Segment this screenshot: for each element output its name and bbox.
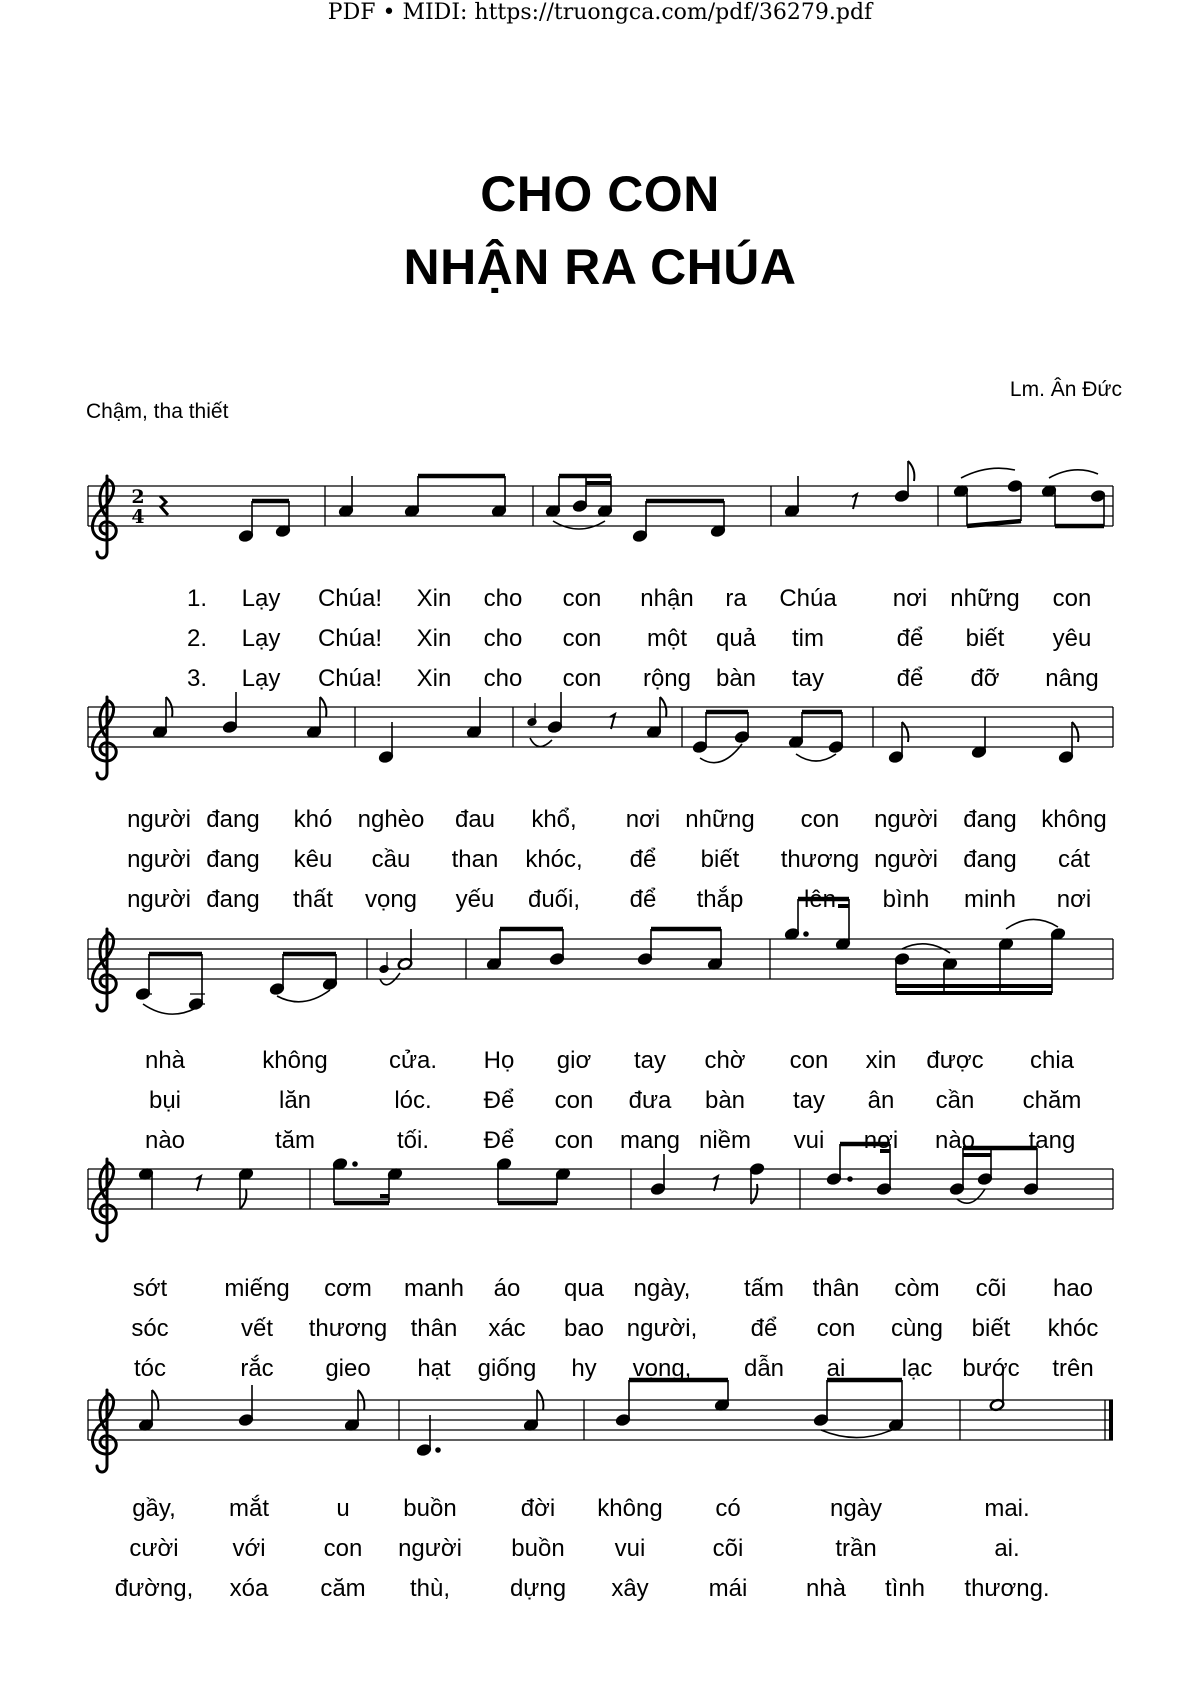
lyric-syllable: qua (563, 1275, 605, 1302)
lyric-syllable: người (398, 1535, 462, 1562)
lyric-syllable: xin (865, 1047, 897, 1074)
lyric-syllable: Lạy (241, 665, 281, 692)
lyric-syllable: để (750, 1315, 778, 1342)
lyric-syllable: đưa (628, 1087, 672, 1114)
verse-2-line (131, 1315, 1098, 1342)
verse-2-line (149, 1087, 1081, 1114)
lyric-syllable: thắp (696, 886, 744, 913)
notes-system-1 (238, 461, 1105, 543)
lyric-syllable: cõi (975, 1275, 1007, 1302)
lyric-syllable: cõi (712, 1535, 744, 1562)
verse-3-line (145, 1127, 1075, 1154)
lyric-syllable: quả (715, 625, 757, 652)
lyric-syllable: trần (835, 1535, 877, 1562)
lyric-syllable: nhà (805, 1575, 847, 1602)
lyric-syllable: có (715, 1495, 741, 1522)
tempo-marking: Chậm, tha thiết (86, 400, 229, 423)
lyric-syllable: lóc. (394, 1087, 432, 1114)
lyric-syllable: sóc (131, 1315, 169, 1342)
lyric-syllable: xác (488, 1315, 526, 1342)
lyric-syllable: với (232, 1535, 266, 1562)
lyric-syllable: những (685, 806, 755, 833)
lyric-syllable: lạc (901, 1355, 933, 1382)
lyric-syllable: con (562, 585, 602, 612)
lyric-syllable: con (562, 625, 602, 652)
lyric-syllable: ngày, (633, 1275, 691, 1302)
notes-system-2 (152, 692, 1078, 764)
lyric-syllable: bước (962, 1355, 1020, 1382)
lyric-syllable: Xin (416, 665, 452, 692)
lyric-syllable: cơm (324, 1275, 372, 1302)
lyric-syllable: rộng (642, 665, 692, 692)
lyric-syllable: than (451, 846, 499, 873)
lyric-syllable: nơi (625, 806, 661, 833)
lyric-syllable: tóc (133, 1355, 167, 1382)
lyric-syllable: thương. (964, 1575, 1050, 1602)
lyric-syllable: Chúa! (317, 585, 383, 612)
lyric-syllable: ra (725, 585, 747, 612)
lyric-syllable: manh (403, 1275, 465, 1302)
lyric-syllable: để (896, 625, 924, 652)
lyric-syllable: còm (894, 1275, 940, 1302)
lyric-syllable: ngày (829, 1495, 883, 1522)
lyric-syllable: tim (792, 625, 824, 652)
lyric-syllable: bao (563, 1315, 605, 1342)
lyric-syllable: bàn (715, 665, 757, 692)
lyric-syllable: cho (483, 625, 523, 652)
lyric-syllable: tay (792, 1087, 826, 1114)
verse-1-line (187, 585, 1091, 612)
lyric-syllable: Chúa! (317, 625, 383, 652)
lyric-syllable: chăm (1022, 1087, 1082, 1114)
lyric-syllable: cho (483, 585, 523, 612)
verse-1-line (145, 1047, 1075, 1074)
lyric-syllable: được (926, 1047, 984, 1074)
lyric-syllable: Để (483, 1087, 515, 1114)
lyric-syllable: nhận (640, 585, 694, 612)
lyric-syllable: thất (292, 886, 334, 913)
lyric-syllable: áo (493, 1275, 521, 1302)
time-signature-denominator: 4 (131, 506, 145, 528)
lyric-syllable: vọng (364, 886, 418, 913)
lyric-syllable: người, (626, 1315, 698, 1342)
verse-2-line (187, 625, 1091, 652)
lyric-syllable: mắt (228, 1495, 270, 1522)
lyric-syllable: Xin (416, 585, 452, 612)
lyric-syllable: dẫn (743, 1355, 785, 1382)
lyric-syllable: nào (144, 1127, 186, 1154)
lyric-syllable: cười (129, 1535, 179, 1562)
lyric-syllable: đang (963, 806, 1017, 833)
lyric-syllable: mai. (984, 1495, 1030, 1522)
lyric-syllable: dựng (509, 1575, 567, 1602)
lyric-syllable: đang (206, 846, 260, 873)
lyric-syllable: đường, (114, 1575, 194, 1602)
lyric-syllable: thương (308, 1315, 388, 1342)
lyric-syllable: con (554, 1127, 594, 1154)
lyric-syllable: con (1052, 585, 1092, 612)
lyric-syllable: trên (1052, 1355, 1094, 1382)
lyric-syllable: yếu (455, 886, 495, 913)
lyric-syllable: ai. (994, 1535, 1020, 1562)
lyric-syllable: Lạy (241, 625, 281, 652)
lyric-syllable: để (896, 665, 924, 692)
lyric-syllable: 1. (186, 585, 208, 612)
verse-3-line (187, 665, 1099, 692)
verse-1-line (127, 806, 1107, 833)
lyric-syllable: đời (520, 1495, 556, 1522)
lyric-syllable: nơi (863, 1127, 899, 1154)
lyric-syllable: biết (965, 625, 1005, 652)
lyric-syllable: giống (477, 1355, 537, 1382)
lyric-syllable: kêu (293, 846, 333, 873)
lyric-syllable: ai (826, 1355, 846, 1382)
lyric-syllable: cầu (371, 846, 411, 873)
lyrics-system-3 (145, 1047, 1081, 1154)
lyric-syllable: mái (708, 1575, 748, 1602)
lyric-syllable: không (262, 1047, 328, 1074)
treble-clef (92, 476, 116, 558)
lyric-syllable: xóa (229, 1575, 269, 1602)
lyric-syllable: đang (963, 846, 1017, 873)
lyrics-system-5 (115, 1495, 1050, 1602)
lyric-syllable: lăn (278, 1087, 312, 1114)
lyric-syllable: Xin (416, 625, 452, 652)
lyric-syllable: thương (780, 846, 860, 873)
lyric-syllable: buồn (403, 1495, 457, 1522)
lyric-syllable: người (127, 806, 191, 833)
lyric-syllable: gieo (325, 1355, 371, 1382)
lyric-syllable: biết (971, 1315, 1011, 1342)
lyric-syllable: rắc (240, 1355, 274, 1382)
lyric-syllable: con (816, 1315, 856, 1342)
lyric-syllable: đang (206, 886, 260, 913)
song-title-line-2: NHẬN RA CHÚA (403, 239, 797, 295)
lyric-syllable: Lạy (241, 585, 281, 612)
lyric-syllable: người (874, 846, 938, 873)
lyric-syllable: con (789, 1047, 829, 1074)
lyric-syllable: biết (700, 846, 740, 873)
lyric-syllable: sớt (132, 1275, 168, 1302)
lyric-syllable: Để (483, 1127, 515, 1154)
lyric-syllable: cửa. (388, 1047, 438, 1074)
lyric-syllable: niềm (698, 1127, 752, 1154)
staff-system-3 (88, 899, 1113, 1014)
time-signature-numerator: 2 (131, 486, 145, 508)
lyric-syllable: để (629, 886, 657, 913)
lyric-syllable: cho (483, 665, 523, 692)
lyric-syllable: tình (884, 1575, 926, 1602)
lyric-syllable: tối. (396, 1127, 430, 1154)
lyric-syllable: bụi (148, 1087, 182, 1114)
lyric-syllable: nơi (1056, 886, 1092, 913)
staff-system-1 (88, 461, 1113, 558)
lyric-syllable: một (646, 625, 688, 652)
staff-system-5 (88, 1370, 1113, 1472)
song-title-line-1: CHO CON (480, 166, 720, 222)
lyric-syllable: vết (240, 1315, 274, 1342)
lyric-syllable: 3. (186, 665, 208, 692)
lyric-syllable: bàn (704, 1087, 746, 1114)
lyric-syllable: nghèo (357, 806, 425, 833)
lyric-syllable: gầy, (132, 1495, 176, 1522)
lyric-syllable: Họ (483, 1047, 515, 1074)
verse-3-line (115, 1575, 1050, 1602)
lyric-syllable: người (874, 806, 938, 833)
lyric-syllable: cần (935, 1087, 975, 1114)
lyric-syllable: tay (633, 1047, 667, 1074)
lyric-syllable: 2. (186, 625, 208, 652)
lyric-syllable: nhà (144, 1047, 186, 1074)
composer: Lm. Ân Đức (1009, 378, 1122, 401)
notes-system-5 (138, 1370, 1004, 1457)
verse-1-line (133, 1275, 1093, 1302)
lyric-syllable: chia (1029, 1047, 1075, 1074)
lyric-syllable: nâng (1045, 665, 1099, 692)
lyric-syllable: người (127, 846, 191, 873)
lyric-syllable: vui (793, 1127, 825, 1154)
lyric-syllable: ân (867, 1087, 895, 1114)
lyric-syllable: yêu (1052, 625, 1092, 652)
lyric-syllable: hao (1052, 1275, 1094, 1302)
lyric-syllable: tăm (274, 1127, 316, 1154)
lyric-syllable: đuối, (527, 886, 581, 913)
lyric-syllable: không (597, 1495, 663, 1522)
lyric-syllable: lên (803, 886, 837, 913)
lyrics-system-2 (127, 806, 1107, 913)
lyric-syllable: đau (454, 806, 496, 833)
lyric-syllable: để (629, 846, 657, 873)
verse-3-line (127, 886, 1091, 913)
lyric-syllable: mang (619, 1127, 681, 1154)
staff-system-2 (88, 692, 1113, 779)
lyric-syllable: con (323, 1535, 363, 1562)
lyric-syllable: nơi (892, 585, 928, 612)
source-link[interactable]: PDF • MIDI: https://truongca.com/pdf/36279.pdf (327, 0, 873, 25)
lyric-syllable: Chúa! (317, 665, 383, 692)
lyric-syllable: đang (206, 806, 260, 833)
lyric-syllable: chờ (704, 1047, 746, 1074)
lyric-syllable: hy (571, 1355, 597, 1382)
staff-system-4 (88, 1144, 1113, 1241)
verse-2-line (127, 846, 1090, 873)
lyric-syllable: con (800, 806, 840, 833)
verse-1-line (132, 1495, 1029, 1522)
lyric-syllable: không (1041, 806, 1107, 833)
lyrics-system-4 (131, 1275, 1098, 1382)
lyrics-system-1 (187, 585, 1099, 692)
lyric-syllable: căm (320, 1575, 366, 1602)
lyric-syllable: thù, (409, 1575, 451, 1602)
lyric-syllable: buồn (511, 1535, 565, 1562)
lyric-syllable: con (562, 665, 602, 692)
lyric-syllable: vọng, (632, 1355, 692, 1382)
lyric-syllable: khó (293, 806, 333, 833)
lyric-syllable: con (554, 1087, 594, 1114)
lyric-syllable: thân (812, 1275, 860, 1302)
lyric-syllable: cát (1057, 846, 1091, 873)
lyric-syllable: giơ (556, 1047, 592, 1074)
verse-2-line (129, 1535, 1019, 1562)
lyric-syllable: cùng (890, 1315, 944, 1342)
lyric-syllable: minh (963, 886, 1017, 913)
lyric-syllable: u (336, 1495, 350, 1522)
lyric-syllable: hạt (417, 1355, 451, 1382)
lyric-syllable: vui (614, 1535, 646, 1562)
lyric-syllable: thân (410, 1315, 458, 1342)
lyric-syllable: người (127, 886, 191, 913)
lyric-syllable: tay (791, 665, 825, 692)
lyric-syllable: miếng (224, 1275, 290, 1302)
verse-3-line (134, 1355, 1094, 1382)
lyric-syllable: tang (1028, 1127, 1076, 1154)
lyric-syllable: nào (934, 1127, 976, 1154)
notes-system-3 (135, 899, 1065, 1011)
lyric-syllable: bình (882, 886, 930, 913)
lyric-syllable: khổ, (531, 806, 577, 833)
lyric-syllable: xây (611, 1575, 649, 1602)
lyric-syllable: Chúa (779, 585, 837, 612)
lyric-syllable: khóc (1047, 1315, 1099, 1342)
lyric-syllable: đỡ (970, 665, 1000, 692)
lyric-syllable: khóc, (525, 846, 583, 873)
lyric-syllable: tấm (743, 1275, 785, 1302)
lyric-syllable: những (950, 585, 1020, 612)
